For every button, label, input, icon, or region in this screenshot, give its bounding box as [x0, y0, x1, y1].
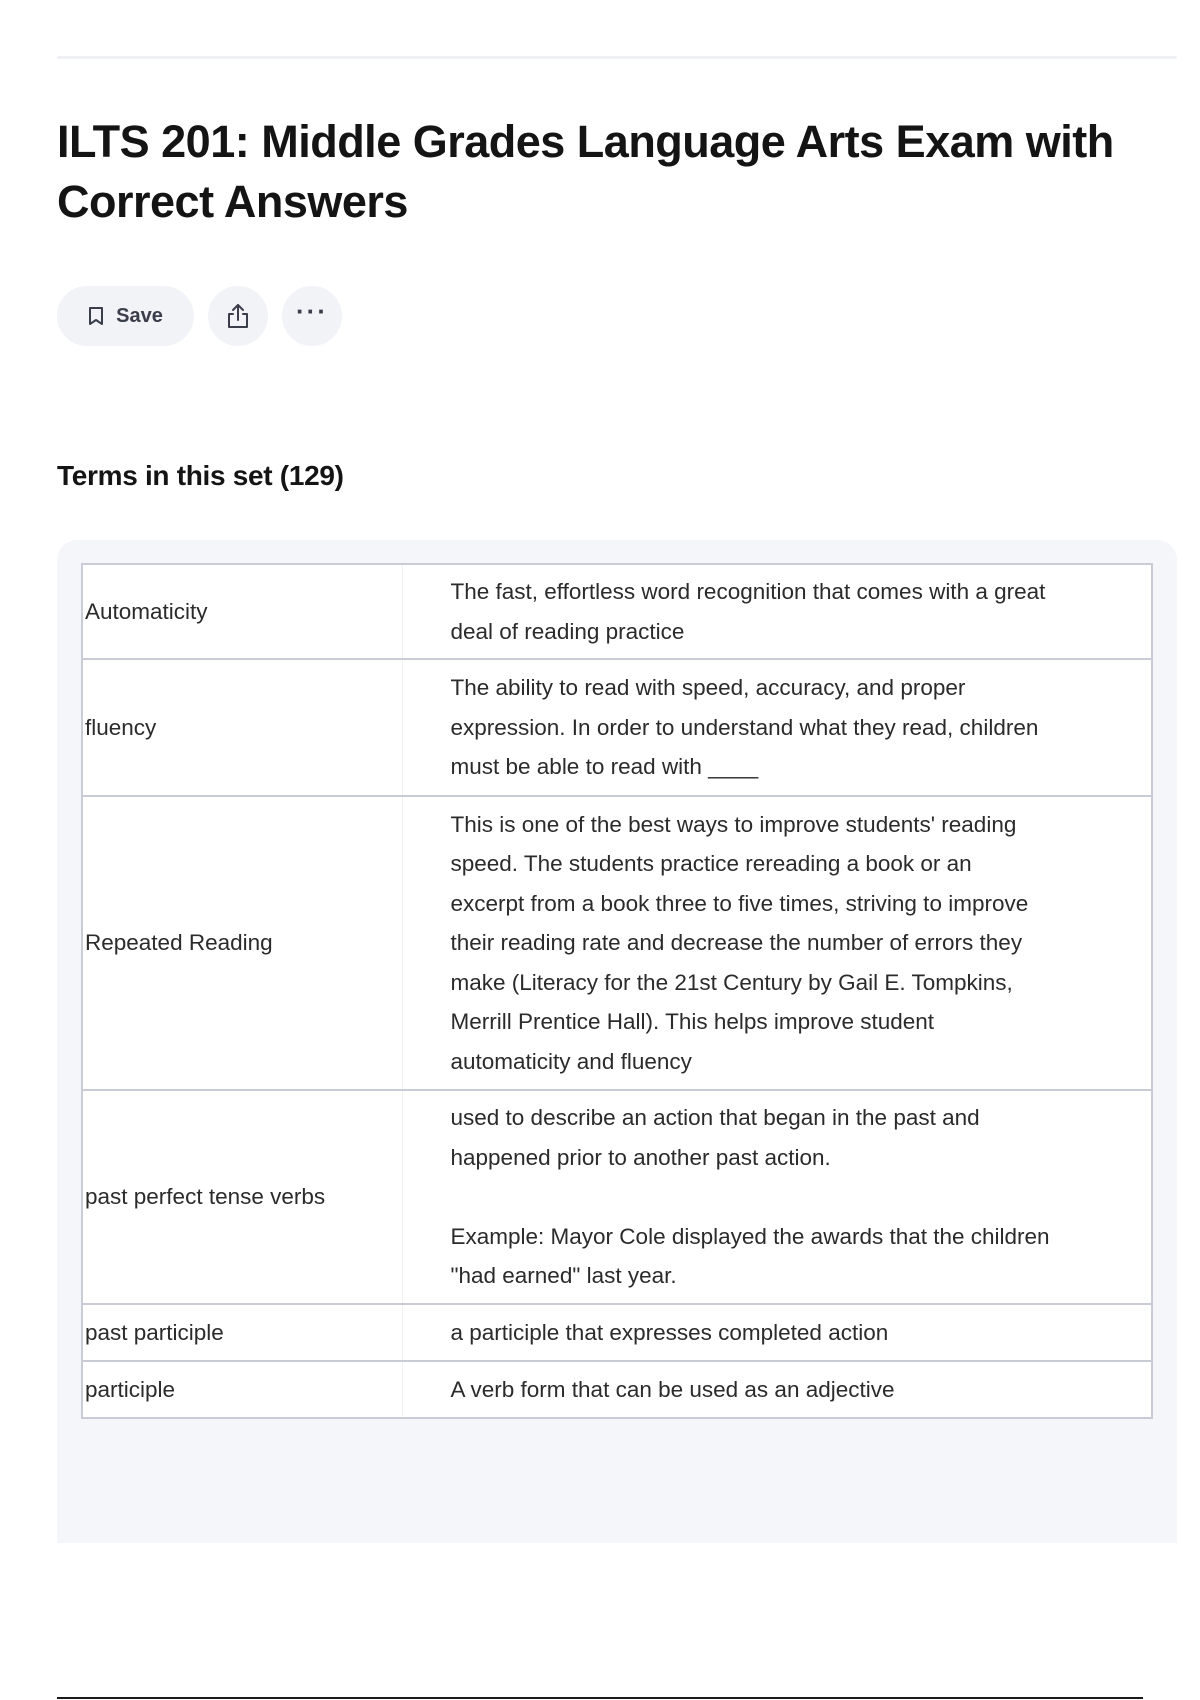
save-button[interactable] [57, 286, 194, 346]
table-row [82, 659, 1152, 796]
term-cell: past participle [82, 1304, 402, 1361]
bottom-divider [57, 1697, 1143, 1699]
definition-cell: This is one of the best ways to improve students' reading speed. The students practice rereading a book or an excerpt from a book three to five times, striving to improve their reading rate and decrease the number of errors they make (Literacy for the 21st Century by Gail E. Tompkins, Merrill Prentice Hall). This helps improve student automaticity and fluency [450, 811, 1029, 1074]
more-horizontal-icon: ··· [296, 296, 328, 326]
table-row [82, 796, 1152, 1090]
term-cell: Automaticity [82, 564, 402, 659]
definition-cell: The ability to read with speed, accuracy, and proper expression. In order to understand what they read, children must be able to read with ____ [450, 675, 1039, 780]
definition-cell: The fast, effortless word recognition that comes with a great deal of reading practice [450, 579, 1046, 644]
share-icon [225, 302, 251, 330]
definition-cell: used to describe an action that began in the past and happened prior to another past action. Example: Mayor Cole displayed the awards that the children "had earned" last year. [450, 1105, 1050, 1289]
terms-heading: Terms in this set (129) [57, 460, 344, 491]
save-button-label: Save [116, 304, 163, 327]
term-cell: participle [82, 1361, 402, 1418]
term-cell: fluency [82, 659, 402, 796]
table-row [82, 1090, 1152, 1304]
page-title: ILTS 201: Middle Grades Language Arts Exam with Correct Answers [57, 116, 1114, 227]
table-row [82, 564, 1152, 659]
share-button[interactable] [208, 286, 268, 346]
bookmark-icon [88, 306, 104, 326]
more-options-button[interactable] [282, 286, 342, 346]
term-cell: past perfect tense verbs [82, 1090, 402, 1304]
definition-cell: a participle that expresses completed action [450, 1319, 889, 1345]
term-cell: Repeated Reading [82, 796, 402, 1090]
terms-table [81, 563, 1153, 1419]
table-row [82, 1304, 1152, 1361]
top-divider [57, 56, 1177, 59]
definition-cell: A verb form that can be used as an adjective [450, 1376, 895, 1402]
action-bar [57, 286, 342, 346]
table-row [82, 1361, 1152, 1418]
